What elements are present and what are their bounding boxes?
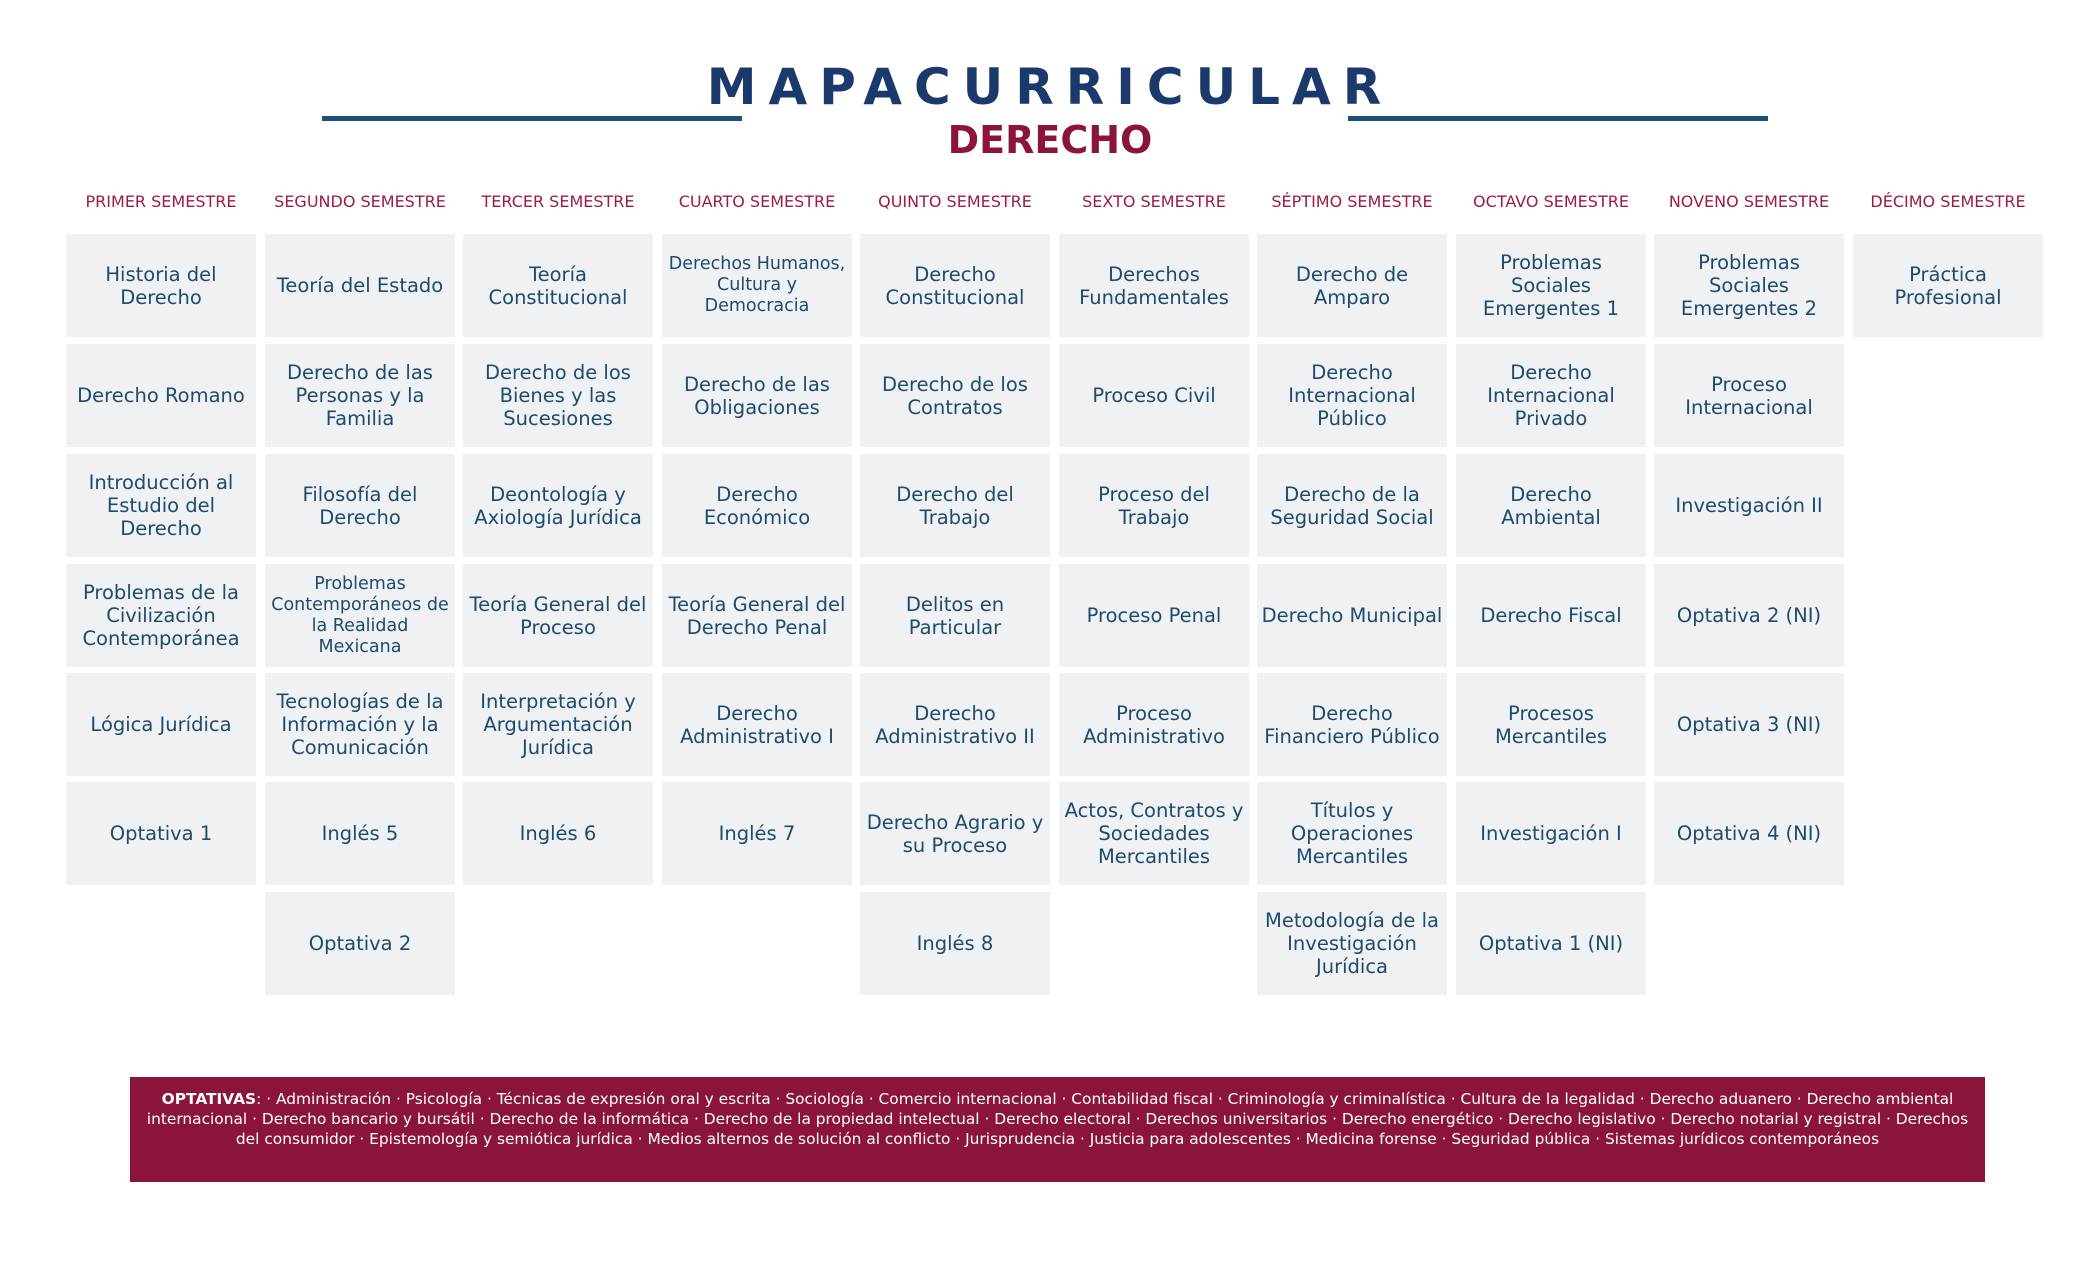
course-cell: Derecho de las Obligaciones: [662, 344, 852, 447]
course-cell: Práctica Profesional: [1853, 234, 2043, 337]
course-cell: Derecho Internacional Privado: [1456, 344, 1646, 447]
course-cell: Derecho de los Contratos: [860, 344, 1050, 447]
course-cell: Derecho Ambiental: [1456, 454, 1646, 557]
course-cell: Proceso Penal: [1059, 564, 1249, 667]
course-cell: Proceso Internacional: [1654, 344, 1844, 447]
semester-header: QUINTO SEMESTRE: [878, 192, 1032, 211]
course-cell: Delitos en Particular: [860, 564, 1050, 667]
course-cell: Inglés 5: [265, 782, 455, 885]
semester-header: DÉCIMO SEMESTRE: [1870, 192, 2026, 211]
course-cell: Inglés 8: [860, 892, 1050, 995]
course-cell: Derecho de Amparo: [1257, 234, 1447, 337]
course-cell: Historia del Derecho: [66, 234, 256, 337]
course-cell: Lógica Jurídica: [66, 673, 256, 776]
course-cell: Teoría General del Proceso: [463, 564, 653, 667]
semester-header: PRIMER SEMESTRE: [85, 192, 237, 211]
course-cell: Filosofía del Derecho: [265, 454, 455, 557]
semester-header: CUARTO SEMESTRE: [678, 192, 836, 211]
course-cell: Optativa 2 (NI): [1654, 564, 1844, 667]
course-cell: Introducción al Estudio del Derecho: [66, 454, 256, 557]
course-cell: Proceso del Trabajo: [1059, 454, 1249, 557]
course-cell: Inglés 7: [662, 782, 852, 885]
course-cell: Optativa 4 (NI): [1654, 782, 1844, 885]
course-cell: Metodología de la Investigación Jurídica: [1257, 892, 1447, 995]
semester-header: NOVENO SEMESTRE: [1668, 192, 1830, 211]
course-cell: Derecho de la Seguridad Social: [1257, 454, 1447, 557]
course-cell: Investigación I: [1456, 782, 1646, 885]
course-cell: Derecho de las Personas y la Familia: [265, 344, 455, 447]
course-cell: Derecho Agrario y su Proceso: [860, 782, 1050, 885]
semester-header: TERCER SEMESTRE: [481, 192, 635, 211]
course-cell: Derecho Económico: [662, 454, 852, 557]
course-cell: Procesos Mercantiles: [1456, 673, 1646, 776]
semester-header: SÉPTIMO SEMESTRE: [1271, 192, 1433, 211]
course-cell: Investigación II: [1654, 454, 1844, 557]
course-cell: Actos, Contratos y Sociedades Mercantiles: [1059, 782, 1249, 885]
semester-header: SEGUNDO SEMESTRE: [274, 192, 446, 211]
course-cell: Derecho Fiscal: [1456, 564, 1646, 667]
course-cell: Problemas Sociales Emergentes 1: [1456, 234, 1646, 337]
optativas-footer: [130, 1077, 1985, 1182]
semester-header: OCTAVO SEMESTRE: [1473, 192, 1629, 211]
course-cell: Derecho Romano: [66, 344, 256, 447]
course-cell: Proceso Administrativo: [1059, 673, 1249, 776]
semester-header: SEXTO SEMESTRE: [1082, 192, 1226, 211]
course-cell: Inglés 6: [463, 782, 653, 885]
course-cell: Derecho Municipal: [1257, 564, 1447, 667]
course-cell: Derecho Administrativo I: [662, 673, 852, 776]
course-cell: Optativa 1: [66, 782, 256, 885]
course-cell: Tecnologías de la Información y la Comunicación: [265, 673, 455, 776]
course-cell: Teoría del Estado: [265, 234, 455, 337]
optativas-label: OPTATIVAS: [161, 1090, 257, 1108]
course-cell: Derecho Constitucional: [860, 234, 1050, 337]
course-cell: Derechos Fundamentales: [1059, 234, 1249, 337]
course-cell: Interpretación y Argumentación Jurídica: [463, 673, 653, 776]
optativas-list: : · Administración · Psicología · Técnicas de expresión oral y escrita · Sociología · Comercio internacional · Contabilidad fiscal · Criminología y criminalística · Cultura de la legalidad · Derecho aduanero · Derecho ambiental internacional · Derecho bancario y bursátil · Derecho de la informática · Derecho de la propiedad intelectual · Derecho electoral · Derechos universitarios · Derecho energético · Derecho legislativo · Derecho notarial y registral · Derechos del consumidor · Epistemología y semiótica jurídica · Medios alternos de solución al conflicto · Jurisprudencia · Justicia para adolescentes · Medicina forense · Seguridad pública · Sistemas jurídicos contemporáneos: [146, 1090, 1969, 1148]
course-cell: Teoría Constitucional: [463, 234, 653, 337]
course-cell: Deontología y Axiología Jurídica: [463, 454, 653, 557]
course-cell: Títulos y Operaciones Mercantiles: [1257, 782, 1447, 885]
page-title: MAPACURRICULAR: [706, 58, 1394, 116]
course-cell: Problemas Sociales Emergentes 2: [1654, 234, 1844, 337]
course-cell: Optativa 3 (NI): [1654, 673, 1844, 776]
course-cell: Derecho Financiero Público: [1257, 673, 1447, 776]
course-cell: Proceso Civil: [1059, 344, 1249, 447]
page-subtitle: DERECHO: [947, 118, 1153, 162]
course-cell: Derecho Internacional Público: [1257, 344, 1447, 447]
course-cell: Derechos Humanos, Cultura y Democracia: [662, 234, 852, 337]
course-cell: Derecho Administrativo II: [860, 673, 1050, 776]
course-cell: Derecho de los Bienes y las Sucesiones: [463, 344, 653, 447]
course-cell: Derecho del Trabajo: [860, 454, 1050, 557]
header: [0, 0, 2100, 170]
course-cell: Teoría General del Derecho Penal: [662, 564, 852, 667]
course-cell: Problemas de la Civilización Contemporánea: [66, 564, 256, 667]
course-cell: Optativa 2: [265, 892, 455, 995]
course-cell: Optativa 1 (NI): [1456, 892, 1646, 995]
course-cell: Problemas Contemporáneos de la Realidad Mexicana: [265, 564, 455, 667]
